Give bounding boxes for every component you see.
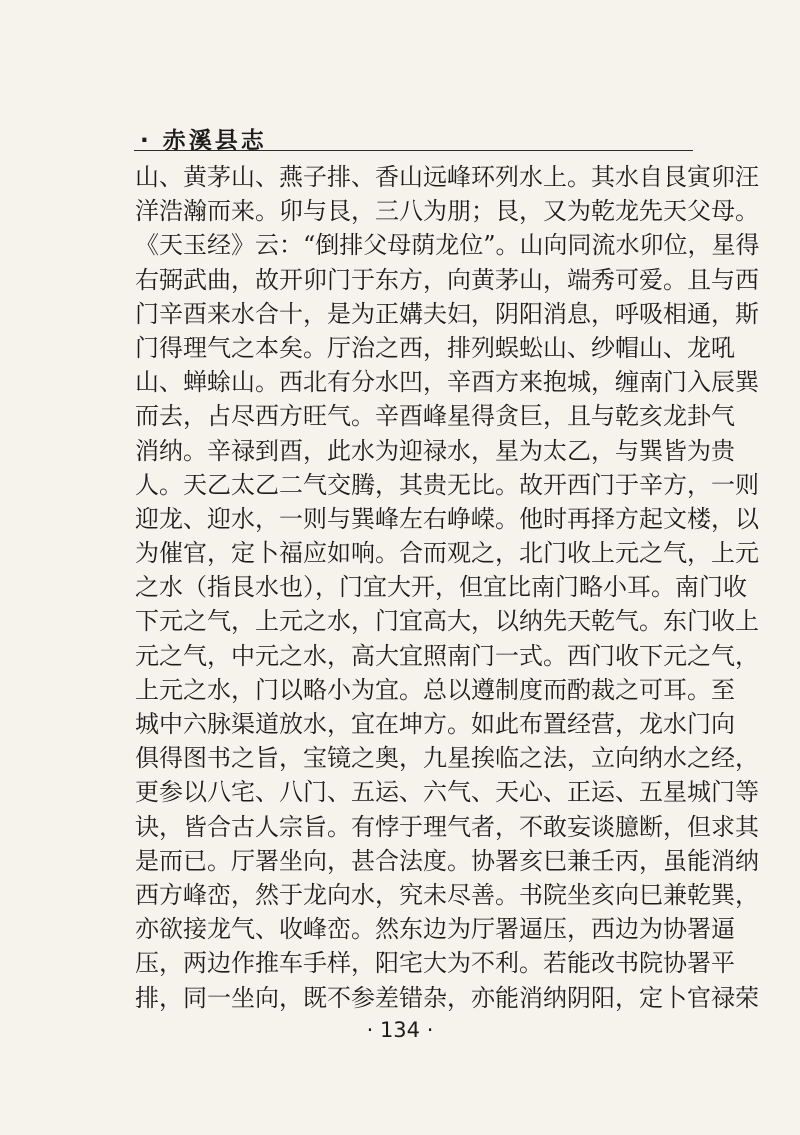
text-line: 更参以八宅、八门、五运、六气、天心、正运、五星城门等 <box>135 778 759 807</box>
page-number: · 134 · <box>366 1018 434 1042</box>
running-header-title: · 赤溪县志 <box>140 128 267 154</box>
text-line: 消纳。辛禄到酉，此水为迎禄水，星为太乙，与巽皆为贵 <box>135 436 735 465</box>
body-text <box>135 160 760 1015</box>
text-line: 排，同一坐向，既不参差错杂，亦能消纳阴阳，定卜官禄荣 <box>135 983 759 1012</box>
text-line: 俱得图书之旨，宝镜之奥，九星挨临之法，立向纳水之经， <box>135 744 759 773</box>
text-line: 《天玉经》云：“倒排父母荫龙位”。山向同流水卯位，星得 <box>135 231 760 260</box>
text-line: 压，两边作推车手样，阳宅大为不利。若能改书院协署平 <box>135 949 735 978</box>
text-line: 洋浩瀚而来。卯与艮，三八为朋；艮，又为乾龙先天父母。 <box>135 197 759 226</box>
text-line: 元之气，中元之水，高大宜照南门一式。西门收下元之气， <box>135 641 759 670</box>
text-line: 山、黄茅山、燕子排、香山远峰环列水上。其水自艮寅卯汪 <box>135 163 759 191</box>
text-line: 西方峰峦，然于龙向水，究未尽善。书院坐亥向巳兼乾巽， <box>135 880 759 909</box>
text-line: 为催官，定卜福应如响。合而观之，北门收上元之气，上元 <box>135 539 759 568</box>
text-line: 亦欲接龙气、收峰峦。然东边为厅署逼压，西边为协署逼 <box>135 915 735 944</box>
text-line: 而去，占尽西方旺气。辛酉峰星得贪巨，且与乾亥龙卦气 <box>135 402 735 431</box>
text-line: 是而已。厅署坐向，甚合法度。协署亥巳兼壬丙，虽能消纳 <box>135 846 759 875</box>
text-line: 城中六脉渠道放水，宜在坤方。如此布置经营，龙水门向 <box>135 710 735 738</box>
text-line: 下元之气，上元之水，门宜高大，以纳先天乾气。东门收上 <box>135 607 759 636</box>
text-line: 右弼武曲，故开卯门于东方，向黄茅山，端秀可爱。且与西 <box>135 265 759 294</box>
text-line: 门得理气之本矣。厅治之西，排列蜈蚣山、纱帽山、龙吼 <box>135 333 735 362</box>
running-header <box>134 118 693 152</box>
text-line: 迎龙、迎水，一则与巽峰左右峥嵘。他时再择方起文楼，以 <box>135 504 759 533</box>
header-rule <box>134 150 693 151</box>
text-line: 诀，皆合古人宗旨。有悖于理气者，不敢妄谈臆断，但求其 <box>135 812 759 841</box>
text-line: 之水（指艮水也），门宜大开，但宜比南门略小耳。南门收 <box>135 573 747 602</box>
text-line: 山、蝉蜍山。西北有分水凹，辛酉方来抱城，缠南门入辰巽 <box>135 368 759 397</box>
text-line: 上元之水，门以略小为宜。总以遵制度而酌裁之可耳。至 <box>135 675 735 704</box>
text-line: 人。天乙太乙二气交腾，其贵无比。故开西门于辛方，一则 <box>135 470 759 499</box>
text-line: 门辛酉来水合十，是为正媾夫妇，阴阳消息，呼吸相通，斯 <box>135 299 759 328</box>
